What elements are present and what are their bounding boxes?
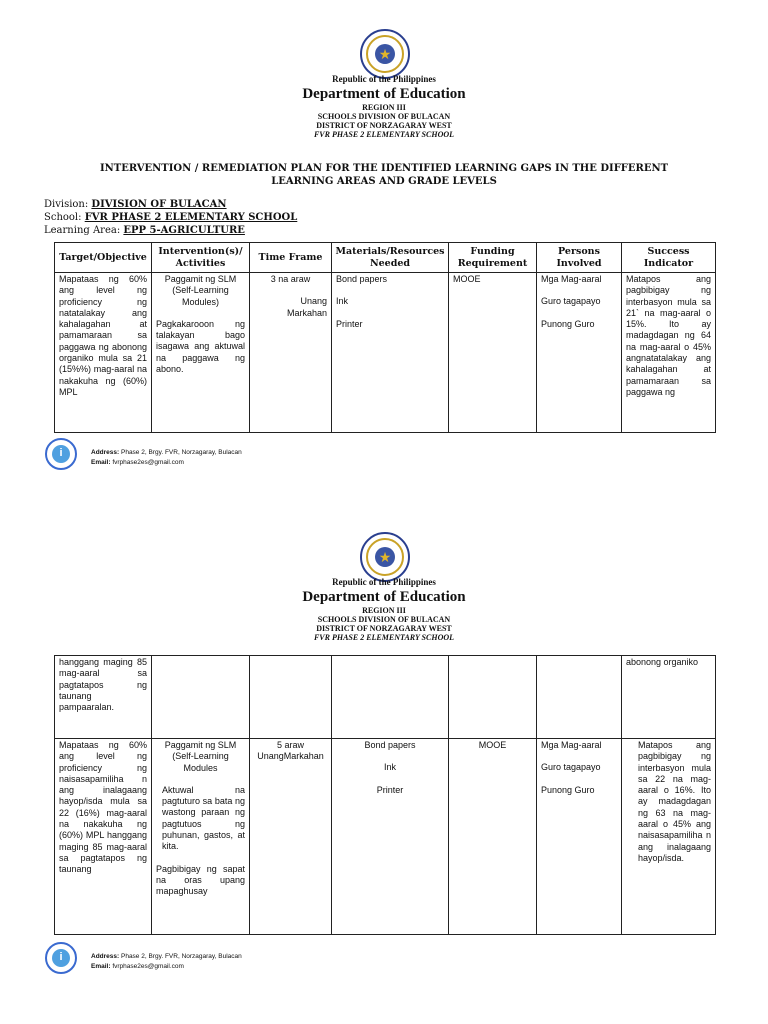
target-text: Mapataas ng 60% ang level ng proficiency ng natatalakay ang kahalagahan at pamamaraan sa paggawa ng abonong organiko mula sa 21 (15%%) mag-aaral na nakakuha ng (60%) MPL (59, 274, 147, 397)
time-cell (250, 273, 332, 433)
district-text: DISTRICT OF NORZAGARAY WEST (316, 121, 452, 130)
funding-text: MOOE (453, 274, 481, 284)
col-intervention: Intervention(s)/ Activities (152, 243, 250, 273)
intervention-text: Paggamit ng SLM (Self-Learning Modules) (164, 274, 237, 307)
address-value: Phase 2, Brgy. FVR, Norzagaray, Bulacan (119, 953, 242, 960)
materials-cell (332, 739, 449, 935)
school-field (44, 212, 297, 224)
col-target: Target/Objective (55, 243, 152, 273)
col-funding: Funding Requirement (449, 243, 537, 273)
email-value: fvrphase2es@gmail.com (110, 459, 184, 466)
plan-title-line2: LEARNING AREAS AND GRADE LEVELS (271, 176, 497, 187)
persons-text: Guro tagapayo (541, 296, 601, 307)
materials-text: Ink (383, 762, 396, 773)
col-success: Success Indicator (622, 243, 716, 273)
intervention-text: Pagbibigay ng sapat na oras upang mapaghusay (156, 863, 245, 897)
persons-text: Mga Mag-aaral (541, 740, 602, 750)
department-title: Department of Education (302, 86, 466, 102)
region-text: REGION III (362, 103, 406, 112)
email-label: Email: (91, 963, 111, 970)
materials-text: Printer (376, 784, 404, 795)
division-field (44, 199, 227, 211)
col-time: Time Frame (250, 243, 332, 273)
district-text: DISTRICT OF NORZAGARAY WEST (316, 624, 452, 633)
table-row (55, 273, 716, 433)
table-row (55, 656, 716, 739)
footer-email (91, 458, 184, 467)
intervention-text: Aktuwal na pagtuturo sa bata ng wastong paraan ng pagtutuos ng puhunan, gastos, at kita. (162, 784, 245, 852)
success-text: abonong organiko (626, 657, 699, 667)
republic-text: Republic of the Philippines (332, 577, 436, 587)
plan-table-page1 (54, 242, 716, 433)
intervention-text: Paggamit ng SLM (Self-Learning Modules (164, 740, 237, 773)
time-text: Unang Markahan (286, 296, 327, 318)
time-cell (250, 739, 332, 935)
time-text: 5 araw (276, 740, 304, 750)
funding-text: MOOE (478, 740, 507, 750)
funding-cell (449, 273, 537, 433)
persons-text: Punong Guro (541, 784, 595, 795)
division-text: SCHOOLS DIVISION OF BULACAN (317, 615, 451, 624)
school-label: School: (44, 212, 85, 223)
target-text: Mapataas ng 60% ang level ng proficiency ng naisasapamiliha n ang inalagaang hayop/isda mula sa 22 (16%) mag-aaral na nakakuha ng (60%) MPL hanggang maging 85 mag-aaral sa pagtatapos ng taunang (59, 740, 147, 875)
school-logo-icon: i (45, 942, 77, 974)
deped-seal: ★ (360, 532, 410, 582)
school-text: FVR PHASE 2 ELEMENTARY SCHOOL (313, 633, 455, 642)
target-cell (55, 656, 152, 739)
table-row (55, 739, 716, 935)
division-text: SCHOOLS DIVISION OF BULACAN (317, 112, 451, 121)
learning-area-label: Learning Area: (44, 225, 124, 236)
materials-cell (332, 273, 449, 433)
materials-text: Ink (336, 296, 349, 307)
persons-text: Mga Mag-aaral (541, 274, 602, 284)
learning-area-value: EPP 5-AGRICULTURE (123, 225, 245, 236)
department-title: Department of Education (302, 589, 466, 605)
header-row (55, 243, 716, 273)
target-cell (55, 739, 152, 935)
plan-title-line1: INTERVENTION / REMEDIATION PLAN FOR THE IDENTIFIED LEARNING GAPS IN THE DIFFERENT (99, 163, 669, 174)
success-cell (622, 273, 716, 433)
persons-text: Guro tagapayo (541, 762, 601, 773)
target-text: hanggang maging 85 mag-aaral sa pagtatapos ng taunang pampaaralan. (59, 657, 147, 713)
deped-seal: ★ (360, 29, 410, 79)
persons-cell (537, 273, 622, 433)
plan-table-page2 (54, 655, 716, 935)
success-cell (622, 656, 716, 739)
time-text: 3 na araw (270, 274, 311, 284)
address-label: Address: (91, 449, 120, 456)
republic-text: Republic of the Philippines (332, 74, 436, 84)
email-label: Email: (91, 459, 111, 466)
funding-cell (449, 739, 537, 935)
materials-text: Printer (336, 318, 363, 329)
intervention-text: Pagkakarooon ng talakayan bago isagawa ang aktuwal na paggawa ng abono. (156, 318, 245, 375)
materials-text: Bond papers (336, 274, 388, 284)
persons-cell (537, 739, 622, 935)
col-materials: Materials/Resources Needed (332, 243, 449, 273)
footer-email (91, 962, 184, 971)
address-value: Phase 2, Brgy. FVR, Norzagaray, Bulacan (119, 449, 242, 456)
col-persons: Persons Involved (537, 243, 622, 273)
footer-address (91, 952, 242, 961)
target-cell (55, 273, 152, 433)
intervention-cell (152, 739, 250, 935)
region-text: REGION III (362, 606, 406, 615)
email-value: fvrphase2es@gmail.com (110, 963, 184, 970)
school-text: FVR PHASE 2 ELEMENTARY SCHOOL (313, 130, 455, 139)
persons-cell (537, 656, 622, 739)
time-text: UnangMarkahan (257, 751, 324, 762)
footer-address (91, 448, 242, 457)
division-label: Division: (44, 199, 92, 210)
materials-text: Bond papers (364, 740, 416, 750)
intervention-cell (152, 273, 250, 433)
intervention-cell (152, 656, 250, 739)
success-text: Matapos ang pagbibigay ng interbasyon mula sa 21` na mag-aaral o 15%. Ito ay madagdagan ng 64 na mag-aaral o 45% angnatatalakay ang kahalagahan at pamamaraan sa paggawa ng (626, 274, 711, 397)
funding-cell (449, 656, 537, 739)
school-logo-icon: i (45, 438, 77, 470)
success-text: Matapos ang pagbibigay ng interbasyon mula sa 22 na mag-aaral o 16%. Ito ay madagdagan ng 63 na mag-aaral o 45% ang naisasapamiliha n ang inalagaang hayop/isda. (638, 740, 711, 863)
division-value: DIVISION OF BULACAN (91, 199, 227, 210)
time-cell (250, 656, 332, 739)
school-value: FVR PHASE 2 ELEMENTARY SCHOOL (84, 212, 298, 223)
persons-text: Punong Guro (541, 318, 595, 329)
success-cell (622, 739, 716, 935)
address-label: Address: (91, 953, 120, 960)
learning-area-field (44, 225, 245, 237)
materials-cell (332, 656, 449, 739)
